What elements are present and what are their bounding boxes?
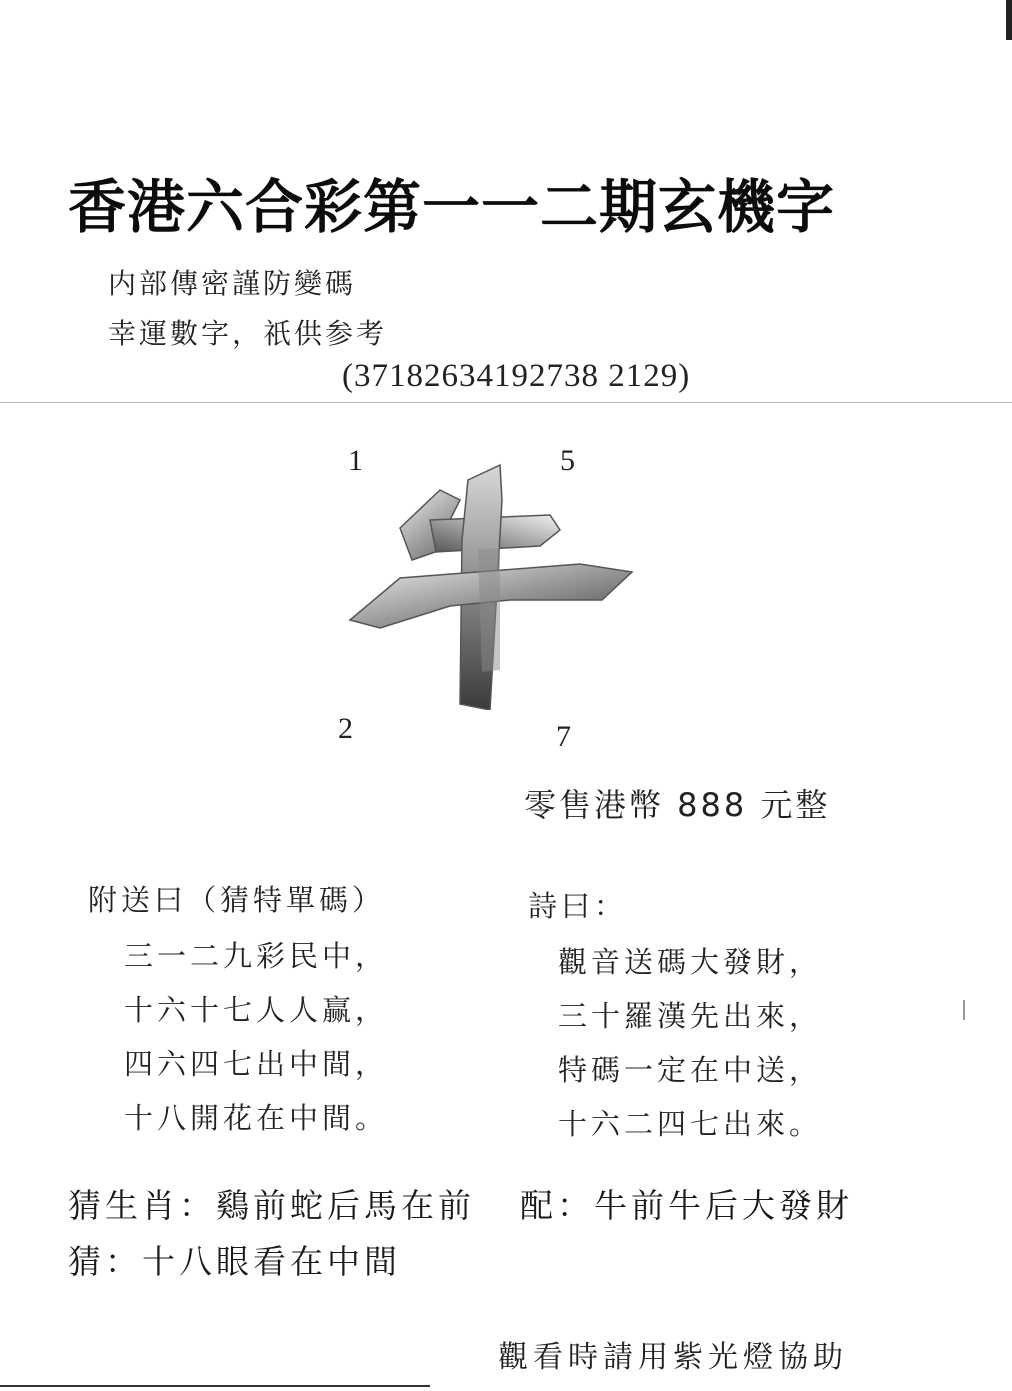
page-title: 香港六合彩第一一二期玄機字	[68, 173, 836, 241]
scan-line-bottom	[0, 1385, 430, 1387]
right-verse-line-3: 特碼一定在中送，	[558, 1053, 823, 1087]
ox-character-glyph	[340, 460, 640, 710]
corner-number-bottom-left: 2	[338, 712, 353, 745]
right-block-heading: 詩曰：	[528, 889, 628, 923]
right-verse-line-1: 觀音送碼大發財，	[558, 945, 823, 979]
left-verse-line-3: 四六四七出中間，	[124, 1047, 389, 1081]
left-verse-line-2: 十六十七人人赢，	[124, 993, 389, 1027]
left-block-heading: 附送曰（猜特單碼）	[88, 883, 386, 917]
guess-zodiac-text: 猜生肖：鷄前蛇后馬在前	[68, 1186, 475, 1225]
left-verse-line-4: 十八開花在中間。	[124, 1101, 389, 1135]
corner-number-top-right: 5	[560, 444, 575, 477]
corner-number-bottom-right: 7	[556, 720, 571, 753]
subtitle-line-1: 内部傳密謹防變碼	[108, 267, 357, 300]
corner-number-top-left: 1	[348, 444, 363, 477]
left-verse-line-1: 三一二九彩民中，	[124, 939, 389, 973]
scan-line-top	[0, 402, 1012, 403]
footer-text: 觀看時請用紫光燈協助	[498, 1340, 848, 1375]
price-text: 零售港幣 888 元整	[524, 786, 831, 824]
right-verse-line-4: 十六二四七出來。	[558, 1107, 823, 1141]
subtitle-line-2: 幸運數字，祇供参考	[108, 317, 388, 350]
number-string: (37182634192738 2129)	[342, 358, 691, 394]
scan-mark-right-2	[963, 1000, 965, 1020]
right-verse-line-2: 三十羅漢先出來，	[558, 999, 823, 1033]
scan-mark-right	[1006, 0, 1012, 40]
pair-text: 配：牛前牛后大發財	[520, 1186, 853, 1225]
guess-line-text: 猜：十八眼看在中間	[68, 1242, 401, 1281]
